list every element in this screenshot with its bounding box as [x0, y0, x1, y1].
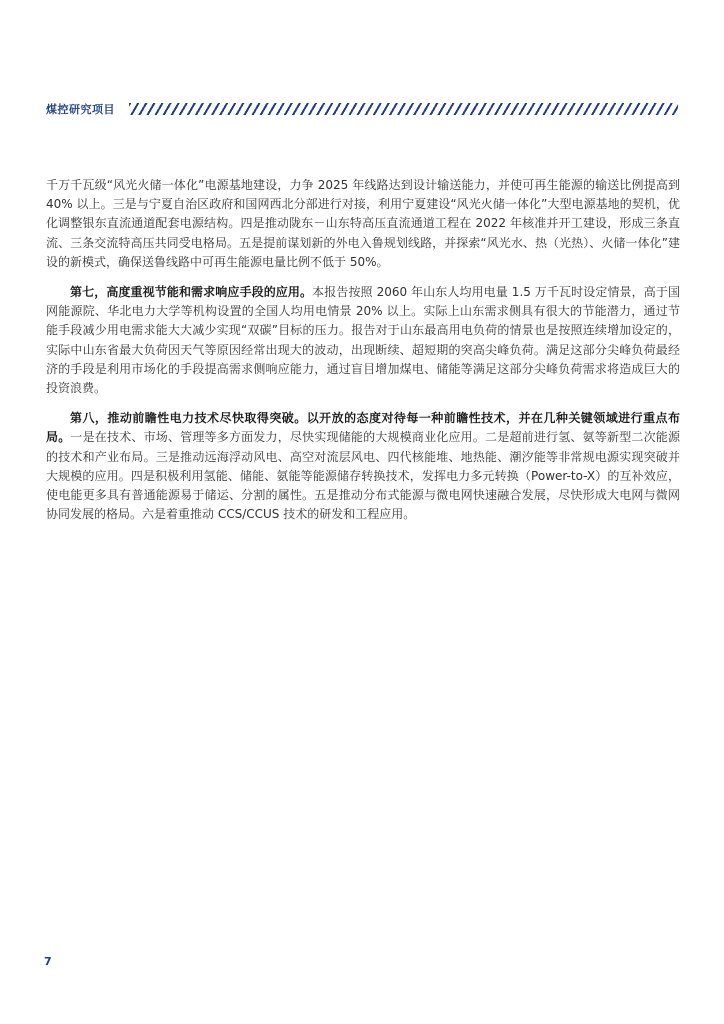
body-content — [46, 176, 680, 535]
paragraph-lead: 第八，推动前瞻性电力技术尽快取得突破。以开放的态度对待每一种前瞻性技术，并在几种关键领域进行重点布局。 — [46, 411, 680, 445]
paragraph-continuation — [46, 176, 680, 272]
header-stripe-decoration — [129, 103, 678, 115]
paragraph-eighth — [46, 409, 680, 524]
page-number: 7 — [44, 955, 52, 968]
paragraph-text: 本报告按照 2060 年山东人均用电量 1.5 万千瓦时设定情景，高于国网能源院、华北电力大学等机构设置的全国人均用电情景 20% 以上。实际上山东需求侧具有很大的节能潜力，通过节能手段减少用电需求能大大减少实现“双碳”目标的压力。报告对于山东最高用电负荷的情景也是按照连续增加设定的，实际中山东省最大负荷因天气等原因经常出现大的波动，出现断续、超短期的突高尖峰负荷。满足这部分尖峰负荷最经济的手段是利用市场化的手段提高需求侧响应能力，通过盲目增加煤电、储能等满足这部分尖峰负荷需求将造成巨大的投资浪费。 — [46, 285, 680, 396]
page-header — [46, 100, 678, 118]
header-title: 煤控研究项目 — [46, 103, 115, 116]
paragraph-text: 千万千瓦级“风光火储一体化”电源基地建设，力争 2025 年线路达到设计输送能力，并使可再生能源的输送比例提高到 40% 以上。三是与宁夏自治区政府和国网西北分部进行对接，利用宁夏建设“风光火储一体化”大型电源基地的契机，优化调整银东直流通道配套电源结构。四是推动陇东－山东特高压直流通道工程在 2022 年核准并开工建设，形成三条直流、三条交流特高压共同受电格局。五是提前谋划新的外电入鲁规划线路，并探索“风光水、热（光热）、火储一体化”建设的新模式，确保送鲁线路中可再生能源电量比例不低于 50%。 — [46, 178, 680, 269]
paragraph-text: 一是在技术、市场、管理等多方面发力，尽快实现储能的大规模商业化应用。二是超前进行氢、氨等新型二次能源的技术和产业布局。三是推动远海浮动风电、高空对流层风电、四代核能堆、地热能、潮汐能等非常规电源实现突破并大规模的应用。四是积极利用氢能、储能、氨能等能源储存转换技术，发挥电力多元转换（Power-to-X）的互补效应，使电能更多具有普通能源易于储运、分割的属性。五是推动分布式能源与微电网快速融合发展，尽快形成大电网与微网协同发展的格局。六是着重推动 CCS/CCUS 技术的研发和工程应用。 — [46, 430, 680, 522]
paragraph-lead: 第七，高度重视节能和需求响应手段的应用。 — [70, 285, 313, 300]
paragraph-seventh — [46, 283, 680, 398]
